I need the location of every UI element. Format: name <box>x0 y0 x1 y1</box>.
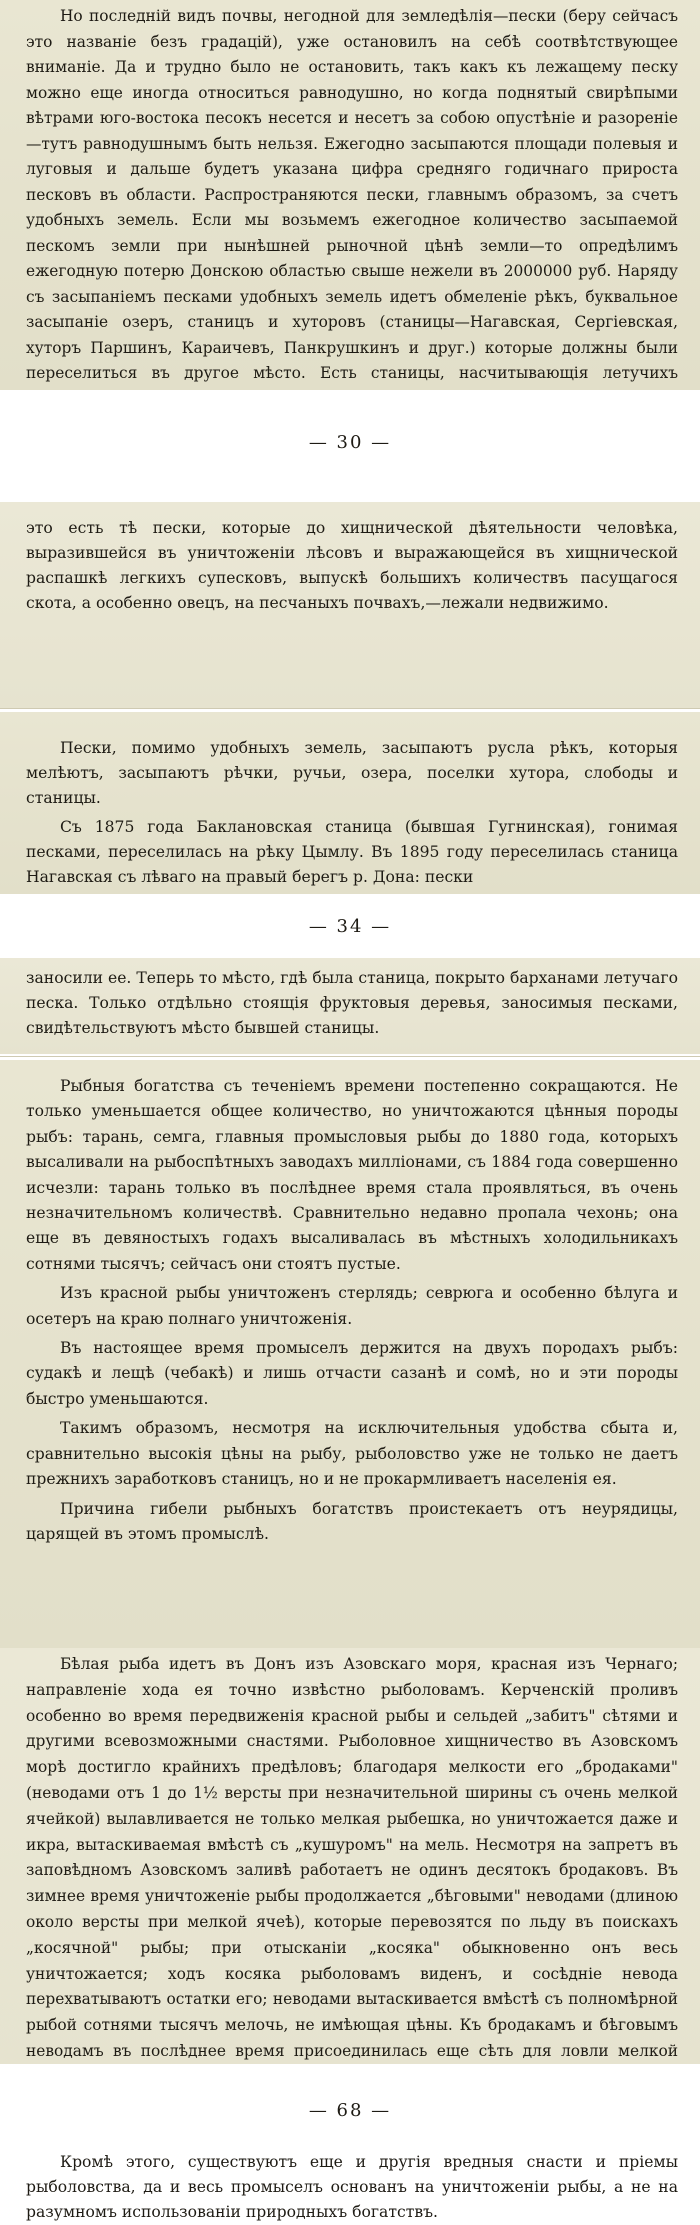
scan-fragment-sands <box>0 0 700 390</box>
page-number: — 68 — <box>308 2100 392 2121</box>
text-block <box>26 966 678 1041</box>
paragraph-rivers: Пески, помимо удобныхъ земель, засыпаютъ русла рѣкъ, которыя мелѣютъ, засыпаютъ рѣчки, ручьи, озера, поселки хутора, слободы и станицы. <box>26 739 678 807</box>
page-break <box>0 2064 700 2146</box>
scan-fragment-fish <box>0 1060 700 1648</box>
paragraph-conclusion: Кромѣ этого, существуютъ еще и другія вредныя снасти и пріемы рыболовства, да и весь промыселъ основанъ на уничтоженіи рыбы, а не на разумномъ использованіи природныхъ богатствъ. <box>26 2153 678 2221</box>
scan-fragment-relocation-continued <box>0 958 700 1054</box>
scan-fragment-azov <box>0 1648 700 2064</box>
paragraph-earnings: Такимъ образомъ, несмотря на исключительныя удобства сбыта и, сравнительно высокія цѣны на рыбу, рыболовство уже не только не даетъ прежнихъ заработковъ станицъ, но и не прокармливаетъ населенія ея. <box>26 1419 678 1489</box>
paragraph-azov-fishing: Бѣлая рыба идетъ въ Донъ изъ Азовскаго моря, красная изъ Чернаго; направленіе хода ея точно извѣстно рыболовамъ. Керченскій проливъ особенно во время передвиженія красной рыбы и сельдей „забитъ" сѣтями и другими всевозможными снастями. Рыболовное хищничество въ Азовскомъ морѣ достигло крайнихъ предѣловъ; благодаря мелкости его „бродаками" (неводами отъ 1 до 1½ версты при незначительной ширины съ очень мелкой ячейкой) вылавливается не только мелкая рыбешка, но уничтожается даже и икра, вытаскиваемая вмѣстѣ съ „кушуромъ" на мель. Несмотря на запретъ въ заповѣдномъ Азовскомъ заливѣ работаетъ не одинъ десятокъ бродаковъ. Въ зимнее время уничтоженіе рыбы продолжается „бѣговыми" неводами (длиною около версты при мелкой ячеѣ), которые перевозятся по льду въ поискахъ „косячной" рыбы; при отысканіи „косяка" обыкновенно онъ весь уничтожается; ходъ косяка рыболовамъ виденъ, и сосѣдніе невода перехватываютъ остатки его; неводами вытаскивается вмѣстѣ съ полномѣрной рыбой сотнями тысячъ мелочь, не имѣющая цѣны. Къ бродакамъ и бѣговымъ неводамъ въ послѣднее время присоединилась еще сѣть для ловли мелкой <box>26 1655 678 2060</box>
paragraph-current-fishery: Въ настоящее время промыселъ держится на двухъ породахъ рыбъ: судакѣ и лещѣ (чебакѣ) и лишь отчасти сазанѣ и сомѣ, но и эти породы быстро уменьшаются. <box>26 1339 678 1408</box>
page-number: — 30 — <box>308 432 392 453</box>
page-break <box>0 894 700 958</box>
text-block <box>26 736 678 890</box>
fragment-divider <box>0 1056 700 1057</box>
scan-fragment-sands-continued <box>0 502 700 708</box>
paragraph-cause: Причина гибели рыбныхъ богатствъ проистекаетъ отъ неурядицы, царящей въ этомъ промыслѣ. <box>26 1499 678 1543</box>
text-block <box>26 516 678 616</box>
paragraph-relocation-continued: заносили ее. Теперь то мѣсто, гдѣ была станица, покрыто барханами летучаго песка. Только отдѣльно стоящія фруктовыя деревья, заносимыя песками, свидѣтельствуютъ мѣсто бывшей станицы. <box>26 969 678 1037</box>
scan-fragment-rivers <box>0 712 700 894</box>
fragment-divider <box>0 708 700 709</box>
text-block <box>26 2150 678 2225</box>
paragraph-sands: Но последній видъ почвы, негодной для земледѣлія—пески (беру сейчасъ это названіе безъ градацій), уже остановилъ на себѣ соотвѣтствующее вниманіе. Да и трудно было не остановить, такъ какъ къ лежащему песку можно еще иногда относиться равнодушно, но когда поднятый свирѣпыми вѣтрами юго-востока песокъ несется и несетъ за собою опустѣніе и разореніе—тутъ равнодушнымъ быть нельзя. Ежегодно засыпаются площади полевыя и луговыя и дальше будетъ указана цифра средняго годичнаго прироста песковъ въ области. Распространяются пески, главнымъ образомъ, за счетъ удобныхъ земель. Если мы возьмемъ ежегодное количество засыпаемой пескомъ земли при нынѣшней рыночной цѣнѣ земли—то опредѣлимъ ежегодную потерю Донскою областью свыше нежели въ 2000000 руб. Наряду съ засыпаніемъ песками удобныхъ земель идетъ обмеленіе рѣкъ, буквальное засыпаніе озеръ, станицъ и хуторовъ (станицы—Нагавская, Сергіевская, хуторъ Паршинъ, Караичевъ, Панкрушкинъ и друг.) которые должны были переселиться въ другое мѣсто. Есть станицы, насчитывающія летучихъ <box>26 7 678 382</box>
paragraph-red-fish: Изъ красной рыбы уничтоженъ стерлядь; севрюга и особенно бѣлуга и осетеръ на краю полнаго уничтоженія. <box>26 1284 678 1328</box>
paragraph-fish-decline: Рыбныя богатства съ теченіемъ времени постепенно сокращаются. Не только уменьшается общее количество, но уничтожаются цѣнныя породы рыбъ: тарань, семга, главныя промысловыя рыбы до 1880 года, которыхъ высаливали на рыбоспѣтныхъ заводахъ милліонами, съ 1884 года совершенно исчезли: тарань только въ послѣднее время стала проявляться, въ очень незначительномъ количествѣ. Сравнительно недавно пропала чехонь; она еще въ девяностыхъ годахъ высаливалась въ мѣстныхъ холодильникахъ сотнями тысячъ; сейчасъ они стоятъ пустые. <box>26 1077 678 1273</box>
page-number: — 34 — <box>308 916 392 937</box>
paragraph-stanitsa-relocation: Съ 1875 года Баклановская станица (бывшая Гугнинская), гонимая песками, переселилась на рѣку Цымлу. Въ 1895 году переселилась станица Нагавская съ лѣваго на правый берегъ р. Дона: пески <box>26 818 678 886</box>
text-block <box>26 1074 678 1547</box>
text-block <box>26 1652 678 2116</box>
paragraph-sands-continued: это есть тѣ пески, которые до хищнической дѣятельности человѣка, выразившейся въ уничтоженіи лѣсовъ и выражающейся въ хищнической распашкѣ легкихъ супесковъ, выпускѣ большихъ количествъ пасущагося скота, а особенно овецъ, на песчаныхъ почвахъ,—лежали недвижимо. <box>26 519 678 612</box>
scan-fragment-conclusion <box>0 2146 700 2225</box>
page-break <box>0 390 700 502</box>
